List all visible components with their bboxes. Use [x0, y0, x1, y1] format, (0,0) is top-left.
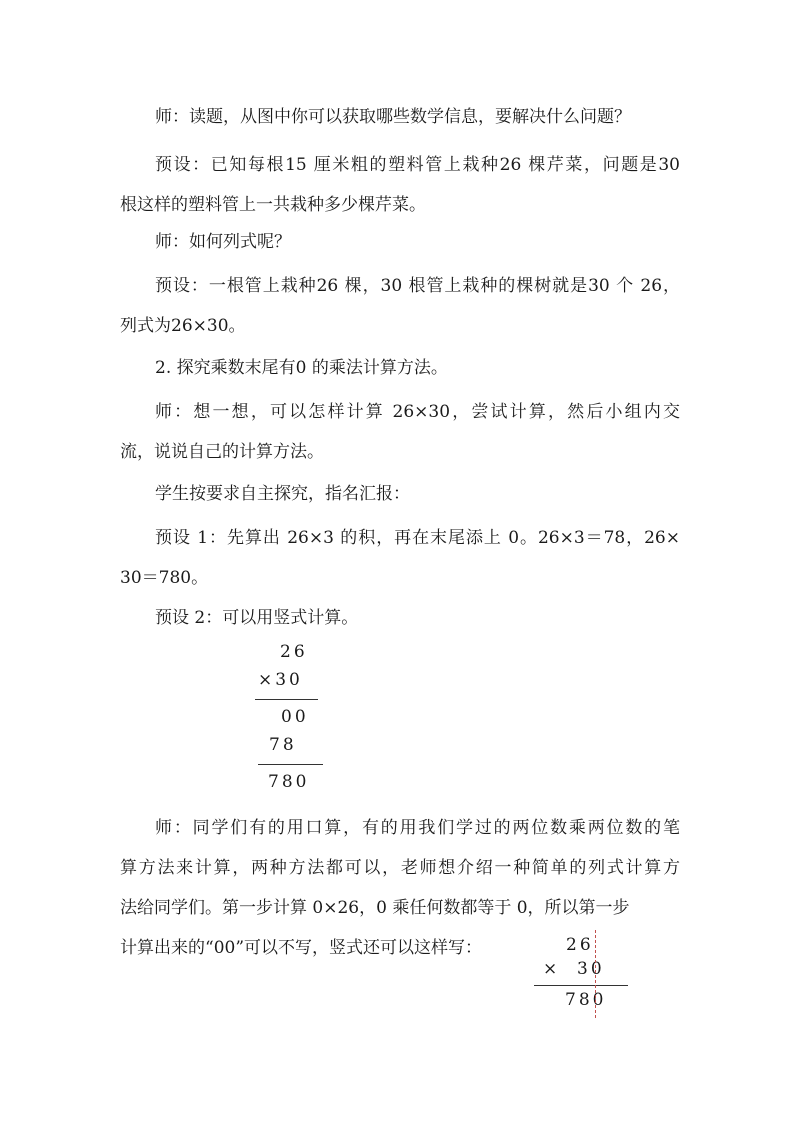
text-line: 师：读题，从图中你可以获取哪些数学信息，要解决什么问题？: [155, 107, 631, 127]
text-line: 学生按要求自主探究，指名汇报：: [155, 484, 410, 504]
text-line: 师：同学们有的用口算，有的用我们学过的两位数乘两位数的笔: [155, 818, 680, 838]
paragraph-preset-info: [120, 145, 680, 225]
paragraph-teacher-question: [120, 97, 680, 137]
calc1-multiplicand: 26: [280, 642, 308, 662]
calc2-multiplicand: 26: [566, 935, 594, 955]
paragraph-preset-formula: [120, 266, 680, 346]
text-line: 预设 1：先算出 26×3 的积，再在末尾添上 0。26×3＝78，26×: [155, 528, 680, 548]
paragraph-teacher-think: [120, 392, 680, 472]
calc1-result: 780: [268, 772, 310, 792]
paragraph-teacher-formula: [120, 222, 680, 262]
text-line: 算方法来计算，两种方法都可以，老师想介绍一种简单的列式计算方: [120, 858, 680, 878]
text-line: 计算出来的“00”可以不写，竖式还可以这样写：: [120, 938, 483, 958]
text-line: 2. 探究乘数末尾有0 的乘法计算方法。: [155, 358, 448, 378]
paragraph-students-explore: [120, 474, 680, 514]
text-line: 30＝780。: [120, 568, 209, 588]
calc1-rule-2: [258, 764, 323, 765]
calc1-partial-1: 00: [281, 707, 309, 727]
paragraph-preset-2: [120, 598, 680, 638]
text-line: 预设 2：可以用竖式计算。: [155, 608, 359, 628]
text-line: 流，说说自己的计算方法。: [120, 442, 324, 462]
text-line: 列式为26×30。: [120, 316, 246, 336]
text-line: 师：如何列式呢？: [155, 232, 291, 252]
section-heading: [120, 348, 680, 388]
calc1-rule-1: [255, 699, 318, 700]
text-line: 预设：一根管上栽种26 棵，30 根管上栽种的棵树就是30 个 26，: [155, 276, 680, 296]
calc2-result: 780: [565, 990, 607, 1010]
calc1-multiplier: ×30: [258, 670, 303, 690]
text-line: 师：想一想，可以怎样计算 26×30，尝试计算，然后小组内交: [155, 402, 680, 422]
text-line: 预设：已知每根15 厘米粗的塑料管上栽种26 棵芹菜，问题是30: [155, 155, 680, 175]
calc2-multiplier: × 30: [543, 959, 605, 979]
paragraph-teacher-explain: [120, 808, 680, 968]
calc2-alignment-guide: [595, 930, 596, 1018]
text-line: 法给同学们。第一步计算 0×26，0 乘任何数都等于 0，所以第一步: [120, 898, 630, 918]
paragraph-preset-1: [120, 518, 680, 598]
calc1-partial-2: 78: [269, 735, 297, 755]
text-line: 根这样的塑料管上一共栽种多少棵芹菜。: [120, 195, 426, 215]
calc2-rule: [534, 985, 628, 986]
